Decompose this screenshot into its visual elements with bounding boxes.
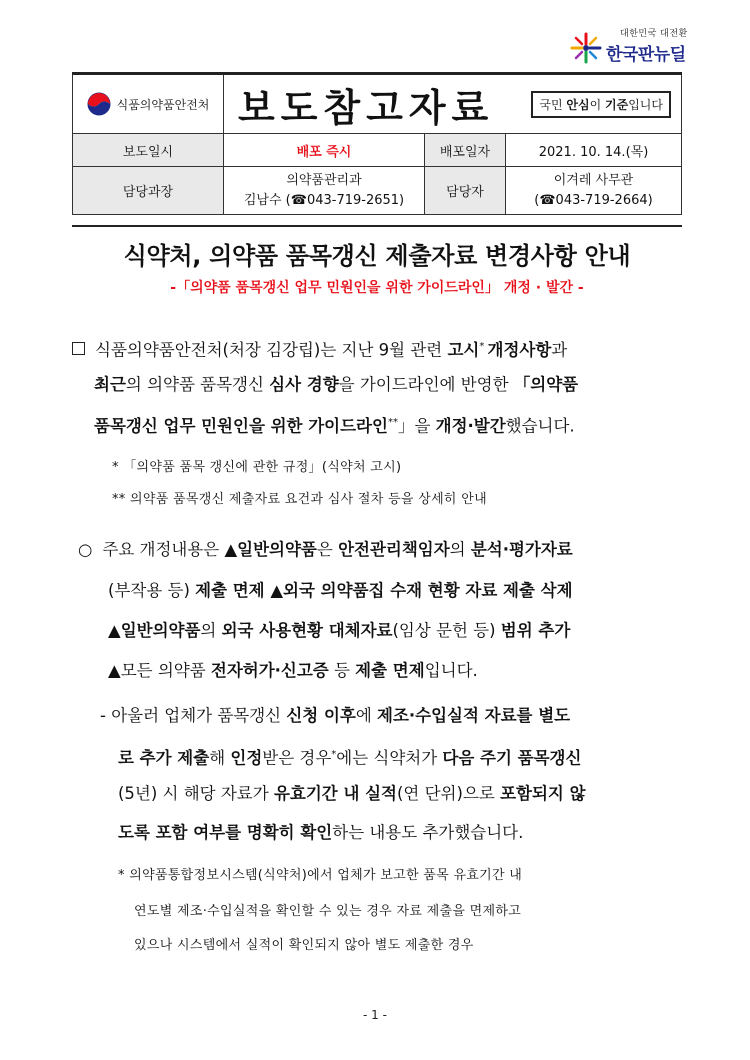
paragraph-2-line-4: ▲모든 의약품 전자허가·신고증 등 제출 면제입니다. bbox=[108, 661, 478, 680]
paragraph-3-line-1: - 아울러 업체가 품목갱신 신청 이후에 제조·수입실적 자료를 별도 bbox=[100, 706, 571, 725]
dept-value: 의약품관리과 김남수 (☎043-719-2651) bbox=[224, 167, 425, 215]
headline: 식약처, 의약품 품목갱신 제출자료 변경사항 안내 bbox=[123, 242, 631, 270]
paragraph-2-line-3: ▲일반의약품의 외국 사용현황 대체자료(임상 문헌 등) 범위 추가 bbox=[108, 621, 571, 640]
footnote-3-line-3: 있으나 시스템에서 실적이 확인되지 않아 별도 제출한 경우 bbox=[134, 938, 474, 953]
agency-name: 식품의약품안전처 bbox=[116, 97, 210, 112]
agency-logo bbox=[73, 92, 223, 116]
paragraph-3-line-4: 도록 포함 여부를 명확히 확인하는 내용도 추가했습니다. bbox=[118, 823, 524, 842]
date-value: 2021. 10. 14.(목) bbox=[506, 134, 682, 167]
footnote-3-line-2: 연도별 제조·수입실적을 확인할 수 있는 경우 자료 제출을 면제하고 bbox=[134, 904, 522, 919]
doc-type-title: 보도참고자료 bbox=[238, 85, 495, 130]
contact-value: 이겨레 사무관 (☎043-719-2664) bbox=[506, 167, 682, 215]
headline-rule bbox=[72, 225, 682, 227]
paragraph-1-line-3: 품목갱신 업무 민원인을 위한 가이드라인**」을 개정·발간했습니다. bbox=[94, 416, 575, 436]
government-emblem-icon bbox=[87, 92, 111, 116]
contact-label: 담당자 bbox=[425, 167, 506, 215]
square-bullet-icon bbox=[72, 342, 85, 355]
brand-tagline: 대한민국 대전환 bbox=[620, 29, 688, 39]
slogan-box: 국민 안심이 기준입니다 bbox=[531, 91, 671, 118]
dept-label: 담당과장 bbox=[73, 167, 224, 215]
paragraph-2-line-2: (부작용 등) 제출 면제 ▲외국 의약품집 수재 현황 자료 제출 삭제 bbox=[108, 581, 573, 600]
release-label: 보도일시 bbox=[73, 134, 224, 167]
footnote-2: ** 의약품 품목갱신 제출자료 요건과 심사 절차 등을 상세히 안내 bbox=[112, 492, 487, 507]
circle-bullet-icon: ○ bbox=[78, 540, 93, 559]
paragraph-1-line-1: 식품의약품안전처(처장 김강립)는 지난 9월 관련 고시* 개정사항과 bbox=[72, 328, 567, 370]
new-deal-logo-icon bbox=[568, 30, 604, 66]
brand-name: 한국판뉴딜 bbox=[606, 45, 686, 65]
date-label: 배포일자 bbox=[425, 134, 506, 167]
paragraph-1-line-2: 최근의 의약품 품목갱신 심사 경향을 가이드라인에 반영한 「의약품 bbox=[94, 375, 579, 394]
page-number: - 1 - bbox=[363, 1008, 387, 1022]
paragraph-3-line-3: (5년) 시 해당 자료가 유효기간 내 실적(연 단위)으로 포함되지 않 bbox=[118, 784, 586, 803]
paragraph-2-line-1: ○ 주요 개정내용은 ▲일반의약품은 안전관리책임자의 분석·평가자료 bbox=[78, 540, 573, 559]
footnote-3-line-1: * 의약품통합정보시스템(식약처)에서 업체가 보고한 품목 유효기간 내 bbox=[118, 868, 523, 883]
footnote-1: * 「의약품 품목 갱신에 관한 규정」(식약처 고시) bbox=[112, 460, 402, 475]
subheadline: -「의약품 품목갱신 업무 민원인을 위한 가이드라인」 개정 · 발간 - bbox=[170, 280, 584, 296]
release-value: 배포 즉시 bbox=[224, 134, 425, 167]
paragraph-3-line-2: 로 추가 제출해 인정받은 경우*에는 식약처가 다음 주기 품목갱신 bbox=[118, 748, 582, 768]
press-header bbox=[72, 72, 682, 215]
